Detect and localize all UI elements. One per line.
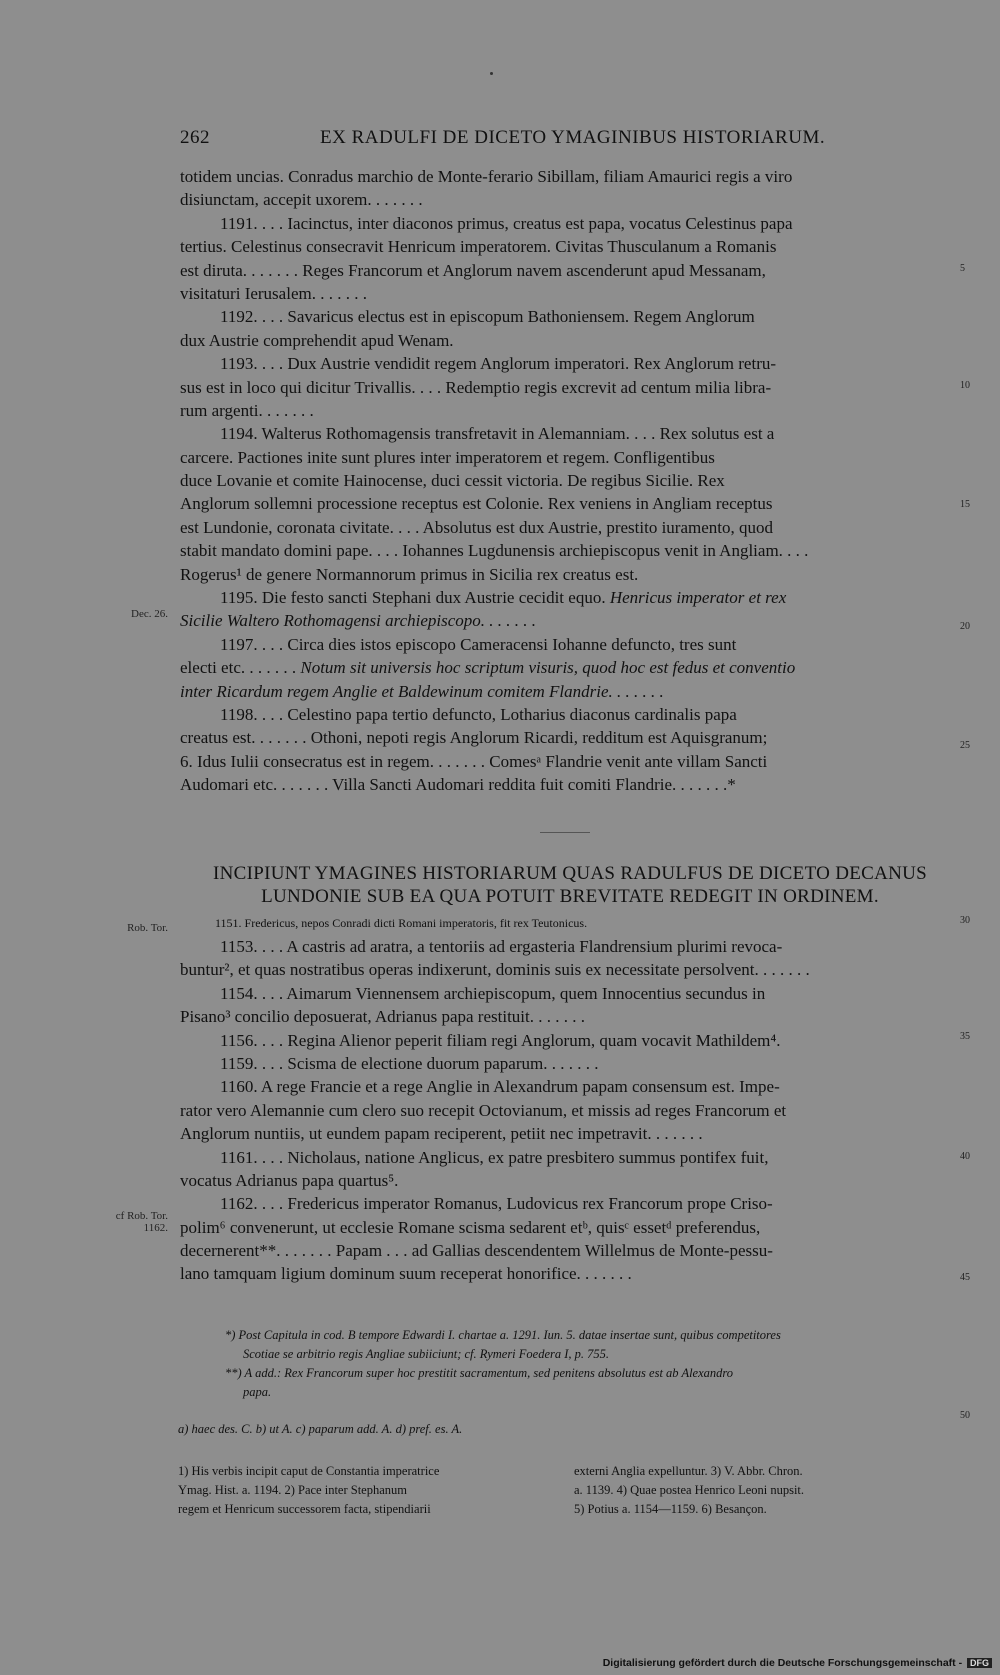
heading-line: LUNDONIE SUB EA QUA POTUIT BREVITATE REDEGIT IN ORDINEM. [261,886,879,907]
line-number: 20 [960,621,970,632]
text-line: lano tamquam ligium dominum suum receperat honorifice. . . . . . . [180,1264,632,1284]
footnote-variants: a) haec des. C. b) ut A. c) paparum add. A. d) pref. es. A. [178,1422,463,1436]
footnote-line: Scotiae se arbitrio regis Angliae subiiciunt; cf. Rymeri Foedera I, p. 755. [243,1347,610,1361]
text-line: 1191. . . . Iacinctus, inter diaconos primus, creatus est papa, vocatus Celestinus papa [220,213,793,233]
speck [490,72,493,75]
text-line: rator vero Alemannie cum clero suo recepit Octovianum, et missis ad reges Francorum et [180,1100,787,1120]
line-number: 50 [960,1410,970,1421]
text-line: inter Ricardum regem Anglie et Baldewinum comitem Flandrie. . . . . . . [180,681,664,701]
footnote-star [225,1326,781,1402]
text-line: est Lundonie, coronata civitate. . . . Absolutus est dux Austrie, prestito iuramento, quod [180,517,774,537]
line-number: 15 [960,499,970,510]
footnote-numbered-left [178,1462,439,1519]
footnote-line: papa. [243,1385,272,1399]
dfg-credit [603,1657,992,1669]
text-line: carcere. Pactiones inite sunt plures inter imperatorem et regem. Confligentibus [180,447,715,467]
footnote-line: *) Post Capitula in cod. B tempore Edwardi I. chartae a. 1291. Iun. 5. datae insertae sunt, quibus competitores [225,1328,781,1342]
text-line: Audomari etc. . . . . . . Villa Sancti Audomari reddita fuit comiti Flandrie. . . . . . .* [180,775,736,795]
running-title: EX RADULFI DE DICETO YMAGINIBUS HISTORIARUM. [320,127,826,148]
footnote-line: a. 1139. 4) Quae postea Henrico Leoni nupsit. [574,1483,805,1497]
margin-note-source: Rob. Tor. [127,922,168,934]
text-line: est diruta. . . . . . . Reges Francorum et Anglorum navem ascenderunt apud Messanam, [180,260,766,280]
text-line: tertius. Celestinus consecravit Henricum imperatorem. Civitas Thusculanum a Romanis [180,237,777,257]
line-number: 35 [960,1031,970,1042]
margin-note-date: Dec. 26. [131,608,168,620]
credit-text: Digitalisierung gefördert durch die Deutsche Forschungsgemeinschaft - [602,1657,963,1669]
text-line: 1198. . . . Celestino papa tertio defuncto, Lotharius diaconus cardinalis papa [220,704,737,724]
line-number: 40 [960,1151,970,1162]
margin-note-source [100,1210,168,1234]
text-block-3 [180,935,942,1286]
line-number: 30 [960,915,970,926]
line-number: 5 [960,263,965,274]
text-line: 1154. . . . Aimarum Viennensem archiepiscopum, quem Innocentius secundus in [220,983,766,1003]
footnote-line: Ymag. Hist. a. 1194. 2) Pace inter Stephanum [178,1483,408,1497]
italic-span: Henricus imperator et rex [609,588,787,608]
footnote-line: 5) Potius a. 1154—1159. 6) Besançon. [574,1502,767,1516]
footnote-line: externi Anglia expelluntur. 3) V. Abbr. Chron. [574,1464,803,1478]
text-line: 1161. . . . Nicholaus, natione Anglicus, ex patre presbitero summus pontifex fuit, [220,1147,769,1167]
line-number: 10 [960,380,970,391]
text-line: totidem uncias. Conradus marchio de Monte-ferario Sibillam, filiam Amaurici regis a viro [180,167,793,186]
lead-entry: 1151. Fredericus, nepos Conradi dicti Romani imperatoris, fit rex Teutonicus. [215,916,588,930]
text-line: 1162. . . . Fredericus imperator Romanus, Ludovicus rex Francorum prope Criso- [220,1194,773,1214]
section-heading [180,862,960,908]
line-number: 25 [960,740,970,751]
heading-line: INCIPIUNT YMAGINES HISTORIARUM QUAS RADULFUS DE DICETO DECANUS [212,863,928,884]
footnote-line: 1) His verbis incipit caput de Constantia imperatrice [178,1464,440,1478]
text-line: Anglorum nuntiis, ut eundem papam reciperent, petiit nec impetravit. . . . . . . [180,1124,703,1144]
page-number: 262 [180,127,210,148]
text-line: sus est in loco qui dicitur Trivallis. . . . Redemptio regis excrevit ad centum milia libra- [180,377,772,397]
text-span: electi etc. . . . . . . [180,658,301,678]
text-line: 1159. . . . Scisma de electione duorum paparum. . . . . . . [220,1053,599,1073]
text-line: 1160. A rege Francie et a rege Anglie in Alexandrum papam consensum est. Impe- [220,1077,780,1097]
text-line: 1194. Walterus Rothomagensis transfretavit in Alemanniam. . . . Rex solutus est a [220,424,775,444]
italic-span: Notum sit universis hoc scriptum visuris, quod hoc est fedus et conventio [300,658,796,678]
margin-note-line: cf Rob. Tor. [115,1210,168,1222]
text-line: polim⁶ convenerunt, ut ecclesie Romane scisma sedarent etᵇ, quisᶜ essetᵈ preferendus, [180,1217,761,1237]
text-block-1 [180,165,942,797]
text-line: 1193. . . . Dux Austrie vendidit regem Anglorum imperatori. Rex Anglorum retru- [220,354,777,374]
text-line: 1192. . . . Savaricus electus est in episcopum Bathoniensem. Regem Anglorum [220,307,755,327]
text-line: Sicilie Waltero Rothomagensi archiepiscopo. . . . . . . [180,611,537,631]
text-line: stabit mandato domini pape. . . . Iohannes Lugdunensis archiepiscopus venit in Angliam. . . . [180,541,809,561]
footnote-line: regem et Henricum successorem facta, stipendiarii [178,1502,431,1516]
text-line: duce Lovanie et comite Hainocense, duci cessit victoria. De regibus Sicilie. Rex [180,471,725,491]
text-line: Rogerus¹ de genere Normannorum primus in Sicilia rex creatus est. [180,564,639,584]
text-line: decernerent**. . . . . . . Papam . . . ad Gallias descendentem Willelmus de Monte-pessu- [180,1241,773,1261]
text-line: 1153. . . . A castris ad aratra, a tentoriis ad ergasteria Flandrensium plurimi revoca- [220,937,783,956]
section-separator [540,832,590,833]
text-line: dux Austrie comprehendit apud Wenam. [180,330,454,350]
footnote-line: **) A add.: Rex Francorum super hoc prestitit sacramentum, sed penitens absolutus est ab Alexandro [225,1366,734,1380]
text-line [180,656,942,679]
text-span: 1195. Die festo sancti Stephani dux Austrie cecidit equo. [220,588,606,608]
text-line: vocatus Adrianus papa quartus⁵. [180,1170,399,1190]
text-line: 1156. . . . Regina Alienor peperit filiam regi Anglorum, quam vocavit Mathildem⁴. [220,1030,781,1050]
margin-note-line: 1162. [143,1222,168,1234]
text-line: disiunctam, accepit uxorem. . . . . . . [180,190,423,210]
text-line: 6. Idus Iulii consecratus est in regem. . . . . . . Comesᵃ Flandrie venit ante villam Sancti [180,751,768,771]
text-line: creatus est. . . . . . . Othoni, nepoti regis Anglorum Ricardi, redditum est Aquisgranum; [180,728,768,748]
text-line: Anglorum sollemni processione receptus est Colonie. Rex veniens in Angliam receptus [180,494,773,514]
line-number: 45 [960,1272,970,1283]
text-line: 1197. . . . Circa dies istos episcopo Cameracensi Iohanne defuncto, tres sunt [220,634,737,654]
footnote-numbered-right [574,1462,804,1519]
text-line [180,586,942,609]
text-line: visitaturi Ierusalem. . . . . . . [180,283,367,303]
text-line: buntur², et quas nostratibus operas indixerunt, dominis suis ex necessitate persolvent. . . . . . . [180,960,810,980]
text-line: Pisano³ concilio deposuerat, Adrianus papa restituit. . . . . . . [180,1007,585,1027]
text-line: rum argenti. . . . . . . [180,400,314,420]
dfg-logo: DFG [967,1658,992,1668]
